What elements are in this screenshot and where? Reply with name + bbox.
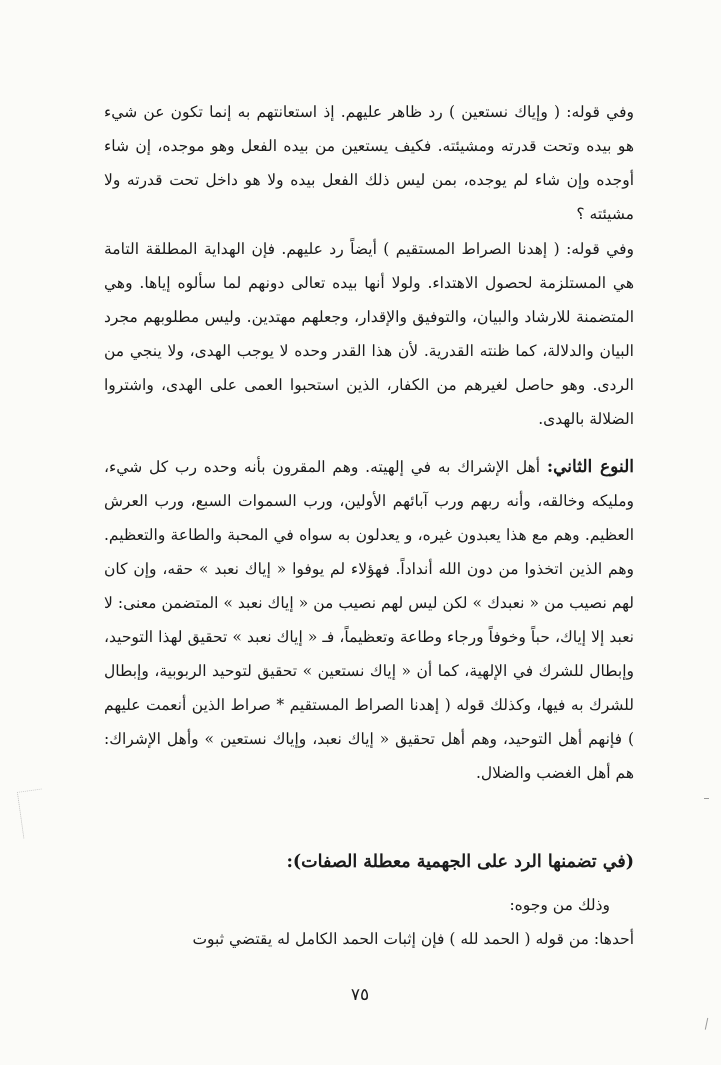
margin-scan-mark-left [17, 788, 48, 838]
paragraph-first-aspect [104, 888, 634, 956]
aspects-intro-line: وذلك من وجوه: [509, 896, 610, 914]
margin-scan-mark-bottom-right [705, 1018, 710, 1030]
page-number: ٧٥ [350, 985, 370, 1005]
section-heading-jahmiyya: (في تضمنها الرد على الجهمية معطلة الصفات): [286, 852, 634, 872]
paragraph-second-type-body: أهل الإشراك به في إلهيته. وهم المقرون بأنه وحده رب كل شيء، ومليكه وخالقه، وأنه ربهم ورب آبائهم الأولين، ورب السموات السبع، ورب العرش العظيم. وهم مع هذا يعبدون غيره، و يعدلون به سواه في المحبة والطاعة والتعظيم. وهم الذين اتخذوا من دون الله أنداداً. فهؤلاء لم يوفوا « إياك نعبد » حقه، وإن كان لهم نصيب من « نعبدك » لكن ليس لهم نصيب من « إياك نعبد » المتضمن معنى: لا نعبد إلا إياك، حباً وخوفاً ورجاء وطاعة وتعظيماً، فـ « إياك نعبد » تحقيق لهذا التوحيد، وإبطال للشرك في الإلهية، كما أن « إياك نستعين » تحقيق لتوحيد الربوبية، وإبطال للشرك به فيها، وكذلك قوله ( إهدنا الصراط المستقيم * صراط الذين أنعمت عليهم ) فإنهم أهل التوحيد، وهم أهل تحقيق « إياك نعبد، وإياك نستعين » وأهل الإشراك: هم أهل الغضب والضلال. [104, 458, 634, 782]
section-lead-second-type: النوع الثاني: [546, 457, 634, 477]
first-aspect-line: أحدها: من قوله ( الحمد لله ) فإن إثبات الحمد الكامل له يقتضي ثبوت [192, 930, 634, 948]
paragraph-second-type [104, 450, 634, 790]
paragraph-hidaya: وفي قوله: ( إهدنا الصراط المستقيم ) أيضاً رد عليهم. فإن الهداية المطلقة التامة هي المستلزمة لحصول الاهتداء. ولولا أنها بيده تعالى دونهم لما سألوه إياها. وهي المتضمنة للارشاد والبيان، والتوفيق والإقدار، وجعلهم مهتدين. وليس مطلوبهم مجرد البيان والدلالة، كما ظنته القدرية. لأن هذا القدر وحده لا يوجب الهدى، ولا ينجي من الردى. وهو حاصل لغيرهم من الكفار، الذين استحبوا العمى على الهدى، واشتروا الضلالة بالهدى. [104, 240, 634, 428]
paragraph-istiana: وفي قوله: ( وإياك نستعين ) رد ظاهر عليهم. إذ استعانتهم به إنما تكون عن شيء هو بيده وتحت قدرته ومشيئته. فكيف يستعين من بيده الفعل وهو موجده، إن شاء أوجده وإن شاء لم يوجده، بمن ليس ذلك الفعل بيده ولا هو داخل تحت قدرته ولا مشيئته ؟ [104, 103, 635, 223]
margin-scan-mark-right [704, 793, 709, 799]
